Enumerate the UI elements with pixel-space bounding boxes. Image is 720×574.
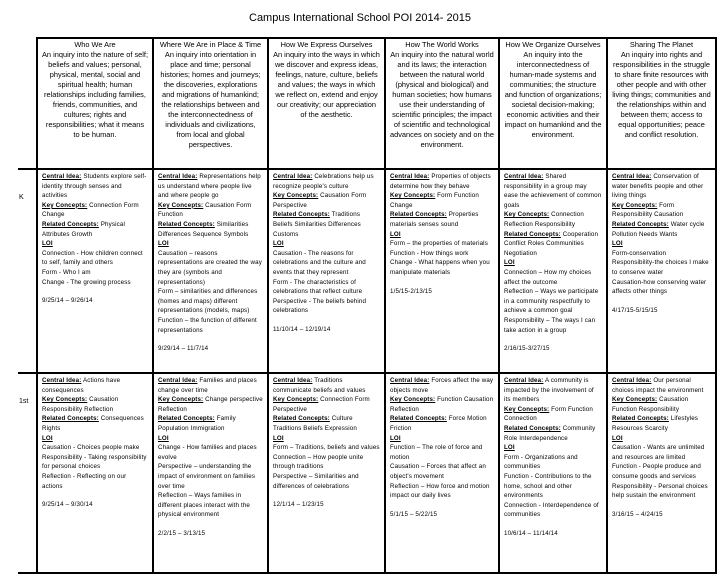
related-concepts-text: Force Motion Friction — [390, 415, 487, 432]
key-concepts-text: Function Causation Reflection — [390, 396, 494, 413]
loi-item: Responsibility – The ways I can take action in a group — [504, 316, 596, 334]
key-concepts-text: Causation Responsibility Reflection — [42, 396, 119, 413]
central-idea-label: Central Idea: — [612, 173, 652, 180]
unit-dates: 11/10/14 – 12/19/14 — [273, 325, 331, 333]
unit-dates: 10/6/14 – 11/14/14 — [504, 529, 558, 537]
loi-item: Responsibility - Taking responsibility for personal choices — [42, 453, 147, 471]
unit-cell — [153, 373, 268, 573]
loi-label: LOI — [273, 240, 284, 248]
related-concepts-label: Related Concepts: — [158, 415, 215, 423]
related-concepts-label: Related Concepts: — [612, 220, 669, 228]
key-concepts-text: Causation Form Function — [158, 201, 252, 219]
related-concepts-text: Physical Attributes Growth — [42, 220, 125, 238]
key-concepts-label: Key Concepts: — [612, 396, 658, 404]
central-idea-label: Central Idea: — [504, 377, 544, 384]
related-concepts-text: Community Role Interdependence — [504, 424, 596, 442]
loi-label: LOI — [504, 259, 515, 267]
loi-item: Causation - Choices people make — [42, 444, 140, 452]
central-idea-label: Central Idea: — [42, 173, 82, 180]
unit-cell — [607, 373, 716, 573]
key-concepts — [612, 395, 711, 414]
loi-label: LOI — [504, 444, 515, 452]
page-title: Campus International School POI 2014- 2015 — [249, 12, 471, 24]
key-concepts-text: Causation Form Perspective — [273, 192, 367, 209]
loi-item: Connection - How children connect to self, family and others — [42, 249, 143, 267]
related-concepts-text: Traditions Beliefs Similarities Differences Customs — [273, 211, 361, 238]
key-concepts — [158, 395, 263, 414]
poi-table — [18, 37, 717, 574]
loi-item: Causation - The reasons for celebrations and the culture and events that they represent — [273, 249, 366, 276]
related-concepts-label: Related Concepts: — [158, 220, 215, 228]
related-concepts-label: Related Concepts: — [273, 415, 330, 423]
key-concepts-label: Key Concepts: — [504, 405, 550, 413]
key-concepts-text: Causation Function Responsibility — [612, 396, 689, 413]
theme-title: How We Express Ourselves — [280, 40, 373, 49]
central-idea-label: Central Idea: — [158, 377, 198, 384]
loi-label: LOI — [158, 240, 169, 248]
key-concepts-text: Connection Form Perspective — [273, 396, 370, 413]
loi-item: Form-conservation — [612, 249, 667, 257]
loi-item: Change - What happens when you manipulate materials — [390, 259, 490, 276]
related-concepts-label: Related Concepts: — [390, 211, 447, 219]
central-idea-label: Central Idea: — [504, 173, 544, 180]
unit-dates: 3/16/15 – 4/24/15 — [612, 510, 663, 518]
unit-cell — [37, 169, 153, 373]
key-concepts-label: Key Concepts: — [612, 201, 658, 209]
related-concepts — [390, 210, 494, 229]
key-concepts — [42, 395, 148, 414]
central-idea-text: Students explore self-identity through senses and activities — [42, 173, 147, 200]
loi-item: Connection - Interdependence of communities — [504, 501, 599, 519]
related-concepts-label: Related Concepts: — [42, 415, 99, 423]
corner-cell — [18, 38, 37, 169]
theme-title: Sharing The Planet — [629, 40, 694, 49]
grade-label: 1st — [18, 373, 37, 573]
grade-row — [18, 169, 716, 373]
loi-item: Perspective – Similarities and differences of celebrations — [273, 472, 359, 490]
central-idea — [273, 172, 380, 191]
loi-item: Change - How families and places evolve — [158, 444, 257, 461]
unit-cell — [499, 169, 607, 373]
central-idea — [158, 376, 263, 395]
theme-header-cell — [268, 38, 385, 169]
related-concepts-text: Consequences Rights — [42, 415, 144, 432]
related-concepts — [612, 220, 711, 239]
central-idea-text: Conservation of water benefits people and other living things — [612, 173, 704, 200]
loi-item: Function - People produce and consume goods and services — [612, 463, 701, 480]
central-idea — [42, 172, 148, 201]
central-idea — [390, 172, 494, 191]
key-concepts — [390, 191, 494, 210]
central-idea-text: Shared responsibility in a group may ease the achievement of common goals — [504, 173, 602, 209]
related-concepts — [158, 414, 263, 433]
key-concepts-label: Key Concepts: — [158, 396, 204, 404]
loi-label: LOI — [612, 240, 623, 248]
loi-item: Form – Traditions, beliefs and values — [273, 444, 380, 452]
theme-header-cell — [607, 38, 716, 169]
key-concepts-label: Key Concepts: — [158, 201, 204, 209]
loi-label: LOI — [42, 240, 53, 248]
loi-item: Function – The role of force and motion — [390, 444, 483, 461]
central-idea — [504, 376, 602, 405]
key-concepts-label: Key Concepts: — [273, 192, 319, 200]
key-concepts-label: Key Concepts: — [42, 396, 88, 404]
key-concepts-label: Key Concepts: — [390, 192, 436, 200]
key-concepts-text: Change perspective Reflection — [158, 396, 263, 413]
key-concepts — [390, 395, 494, 414]
theme-header-cell — [37, 38, 153, 169]
related-concepts-text: Culture Traditions Beliefs Expression — [273, 415, 357, 432]
loi-item: Form – the properties of materials — [390, 240, 488, 248]
loi-item: Causation-how conserving water affects other things — [612, 278, 707, 296]
key-concepts — [273, 191, 380, 210]
loi-label: LOI — [390, 230, 401, 238]
key-concepts — [273, 395, 380, 414]
key-concepts-text: Form Function Connection — [504, 405, 593, 423]
loi-item: Form - Who I am — [42, 268, 91, 276]
loi-item: Function - How things work — [390, 249, 469, 257]
theme-title: How We Organize Ourselves — [505, 40, 601, 49]
loi-item: Reflection – How force and motion impact our daily lives — [390, 482, 490, 500]
loi-item: Causation – reasons representations are created the way they are (symbols and representations) — [158, 249, 262, 286]
central-idea-text: Actions have consequences — [42, 377, 121, 394]
unit-dates: 9/29/14 – 11/7/14 — [158, 345, 209, 353]
unit-dates: 1/5/15-2/13/15 — [390, 287, 433, 295]
unit-cell — [268, 373, 385, 573]
related-concepts-label: Related Concepts: — [273, 211, 330, 219]
loi-item: Causation - Wants are unlimited and resources are limited — [612, 444, 705, 461]
related-concepts — [390, 414, 494, 433]
central-idea-text: Our personal choices impact the environment — [612, 377, 704, 394]
central-idea — [273, 376, 380, 395]
central-idea — [158, 172, 263, 201]
related-concepts-label: Related Concepts: — [504, 230, 561, 238]
related-concepts — [273, 210, 380, 239]
related-concepts-label: Related Concepts: — [42, 220, 99, 228]
key-concepts-text: Form Responsibility Causation — [612, 201, 684, 219]
related-concepts — [504, 424, 602, 443]
central-idea — [612, 376, 711, 395]
grade-row — [18, 373, 716, 573]
related-concepts — [158, 220, 263, 239]
central-idea-label: Central Idea: — [390, 173, 430, 180]
loi-label: LOI — [273, 434, 284, 442]
theme-description: An inquiry into the nature of self; beliefs and values; personal, physical, mental, social and spiritual health; human relationships including families, friends, communities, and cultures; rights and responsibilities; what it means to be human. — [42, 50, 148, 139]
central-idea-label: Central Idea: — [42, 377, 82, 384]
central-idea — [42, 376, 148, 395]
key-concepts-label: Key Concepts: — [42, 201, 88, 209]
key-concepts-text: Connection Reflection Responsibility — [504, 211, 584, 228]
loi-item: Form - Organizations and communities — [504, 453, 578, 471]
key-concepts-label: Key Concepts: — [273, 396, 319, 404]
loi-label: LOI — [42, 434, 53, 442]
central-idea-text: Representations help us understand where people live and where people go — [158, 173, 261, 200]
theme-description: An inquiry into rights and responsibilities in the struggle to share finite resources with other people and with other living things; communities and the relationships within and between them; access to equal opportunities; peace and conflict resolution. — [612, 50, 711, 139]
unit-dates: 9/25/14 – 9/30/14 — [42, 501, 93, 509]
loi-item: Form - The characteristics of celebrations that reflect culture — [273, 278, 363, 296]
unit-dates: 5/1/15 – 5/22/15 — [390, 510, 438, 518]
central-idea-text: Celebrations help us recognize people's culture — [273, 173, 374, 190]
related-concepts-label: Related Concepts: — [504, 424, 561, 432]
related-concepts — [42, 414, 148, 433]
central-idea-text: Families and places change over time — [158, 377, 257, 394]
theme-description: An inquiry into orientation in place and time; personal histories; homes and journeys; the discoveries, explorations and migrations of humankind; the relationships between and the interconnectedness of individuals and civilizations, from local and global perspectives. — [160, 50, 261, 149]
related-concepts — [42, 220, 148, 239]
related-concepts-text: Properties materials senses sound — [390, 211, 479, 228]
central-idea — [504, 172, 602, 210]
central-idea-label: Central Idea: — [158, 173, 198, 180]
loi-label: LOI — [158, 434, 169, 442]
key-concepts-text: Form Function Change — [390, 192, 479, 209]
related-concepts-label: Related Concepts: — [390, 415, 447, 423]
unit-cell — [499, 373, 607, 573]
theme-header-row — [18, 38, 716, 169]
loi-item: Reflection – Ways we participate in a community respectfully to achieve a common goal — [504, 288, 599, 315]
central-idea-text: Properties of objects determine how they behave — [390, 173, 491, 190]
loi-item: Change - The growing process — [42, 278, 131, 286]
loi-item: Connection – How my choices affect the outcome — [504, 268, 592, 286]
key-concepts-label: Key Concepts: — [504, 211, 550, 219]
related-concepts-text: Similarities Differences Sequence Symbols — [158, 220, 249, 238]
theme-header-cell — [153, 38, 268, 169]
key-concepts — [158, 201, 263, 220]
unit-dates: 2/2/15 – 3/13/15 — [158, 529, 206, 537]
loi-item: Form – similarities and differences (homes and maps) different representations (models, maps) — [158, 288, 258, 315]
theme-title: How The World Works — [405, 40, 479, 49]
unit-dates: 12/1/14 – 1/23/15 — [273, 501, 324, 509]
central-idea-text: Traditions communicate beliefs and values — [273, 377, 366, 394]
loi-item: Responsibility - Personal choices help sustain the environment — [612, 482, 708, 500]
key-concepts-text: Connection Form Change — [42, 201, 139, 219]
key-concepts — [612, 201, 711, 220]
related-concepts-text: Cooperation Conflict Roles Communities Negotiation — [504, 230, 599, 257]
theme-description: An inquiry into the interconnectedness of human-made systems and communities; the structure and function of organizations; societal decision-making; economic activities and their impact on humankind and the environment. — [504, 50, 602, 139]
grade-label: K — [18, 169, 37, 373]
related-concepts — [273, 414, 380, 433]
related-concepts — [504, 230, 602, 259]
loi-item: Causation – Forces that affect an object's movement — [390, 463, 486, 480]
theme-description: An inquiry into the natural world and its laws; the interaction between the natural world (physical and biological) and human societies; how humans use their understanding of scientific principles; the impact of scientific and technological advances on society and on the environment. — [390, 50, 494, 149]
key-concepts — [42, 201, 148, 220]
related-concepts-text: Water cycle Pollution Needs Wants — [612, 220, 705, 238]
theme-title: Where We Are in Place & Time — [159, 40, 262, 49]
unit-cell — [37, 373, 153, 573]
loi-item: Perspective – understanding the impact of environment on families over time — [158, 463, 256, 490]
loi-label: LOI — [612, 434, 623, 442]
theme-description: An inquiry into the ways in which we discover and express ideas, feelings, nature, culture, beliefs and values; the ways in which we reflect on, extend and enjoy our creativity; our appreciation of the aesthetic. — [273, 50, 380, 119]
central-idea-label: Central Idea: — [612, 377, 652, 384]
central-idea-text: A community is impacted by the involvement of its members — [504, 377, 594, 404]
central-idea — [612, 172, 711, 201]
key-concepts-label: Key Concepts: — [390, 396, 436, 404]
unit-cell — [385, 169, 499, 373]
loi-item: Function – the function of different representations — [158, 316, 257, 334]
loi-item: Function - Contributions to the home, school and other environments — [504, 472, 592, 500]
related-concepts-text: Family Population Immigration — [158, 415, 236, 432]
central-idea-label: Central Idea: — [273, 173, 313, 180]
unit-cell — [268, 169, 385, 373]
loi-label: LOI — [390, 434, 401, 442]
key-concepts — [504, 405, 602, 424]
loi-item: Connection – How people unite through traditions — [273, 453, 364, 471]
central-idea-text: Forces affect the way objects move — [390, 377, 494, 394]
unit-dates: 4/17/15-5/15/15 — [612, 306, 658, 314]
related-concepts-label: Related Concepts: — [612, 415, 669, 423]
theme-title: Who We Are — [74, 40, 116, 49]
related-concepts-text: Lifestyles Resources Scarcity — [612, 415, 699, 432]
central-idea-label: Central Idea: — [390, 377, 430, 384]
unit-dates: 9/25/14 – 9/26/14 — [42, 297, 93, 305]
unit-cell — [385, 373, 499, 573]
loi-item: Perspective - The beliefs behind celebrations — [273, 297, 367, 315]
theme-header-cell — [385, 38, 499, 169]
related-concepts — [612, 414, 711, 433]
central-idea-label: Central Idea: — [273, 377, 313, 384]
unit-cell — [153, 169, 268, 373]
unit-dates: 2/16/15-3/27/15 — [504, 345, 550, 353]
loi-item: Responsibility-the choices I make to conserve water — [612, 259, 709, 276]
unit-cell — [607, 169, 716, 373]
central-idea — [390, 376, 494, 395]
loi-item: Reflection – Ways families in different places interact with the physical environment — [158, 492, 251, 519]
key-concepts — [504, 210, 602, 229]
loi-item: Reflection - Reflecting on our actions — [42, 472, 127, 490]
theme-header-cell — [499, 38, 607, 169]
